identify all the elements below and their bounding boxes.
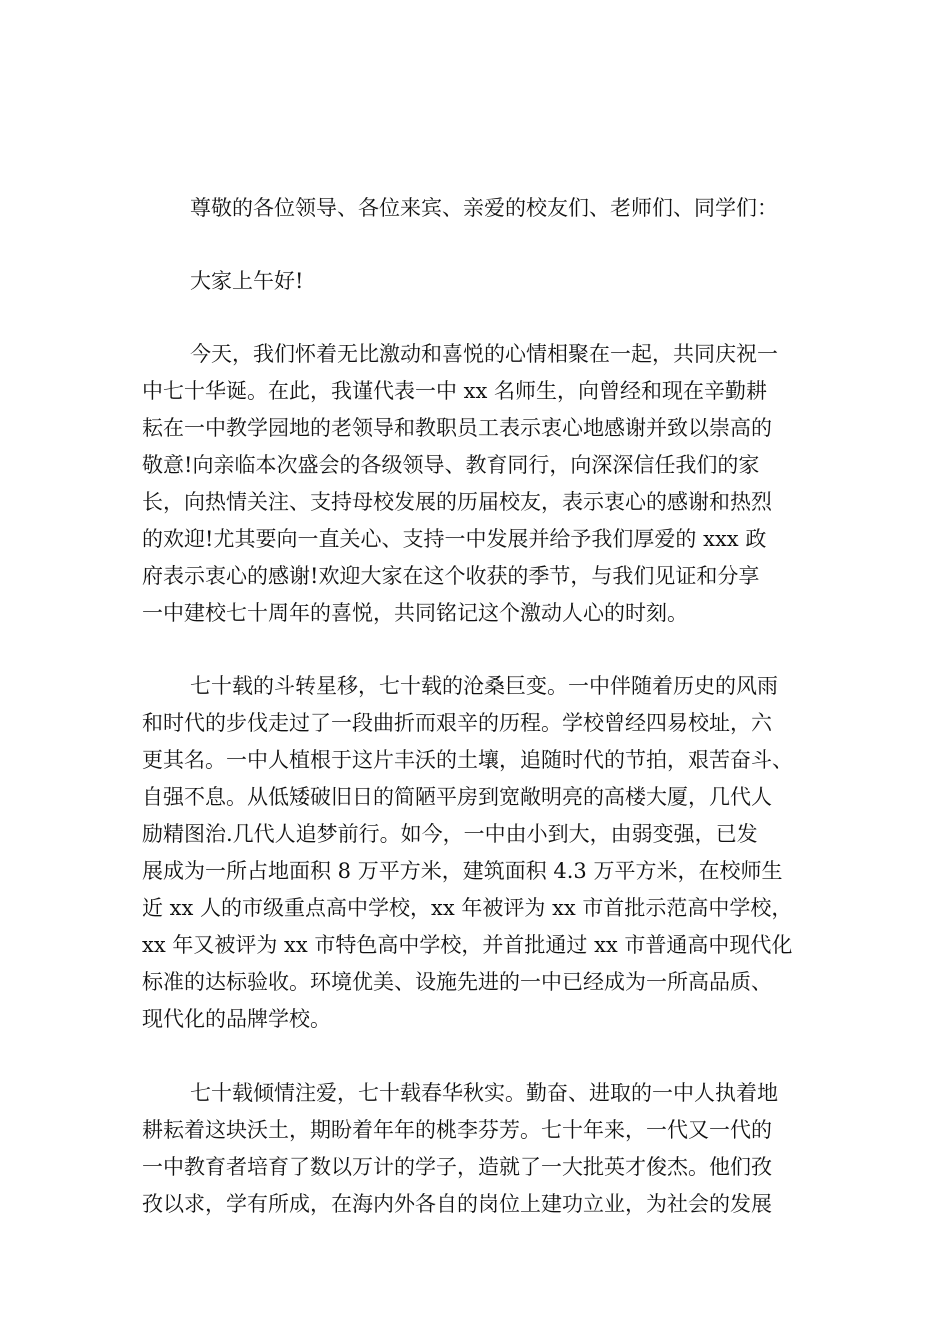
paragraph-line: 耕耘着这块沃土，期盼着年年的桃李芬芳。七十年来，一代又一代的 [142, 1118, 772, 1142]
paragraph-line: 更其名。一中人植根于这片丰沃的土壤，追随时代的节拍，艰苦奋斗、 [142, 748, 793, 772]
paragraph-line: 展成为一所占地面积 8 万平方米，建筑面积 4.3 万平方米，在校师生 [142, 859, 783, 883]
paragraph-line: 七十载的斗转星移，七十载的沧桑巨变。一中伴随着历史的风雨 [190, 674, 778, 698]
paragraph-line: 标准的达标验收。环境优美、设施先进的一中已经成为一所高品质、 [142, 970, 772, 994]
paragraph-line: 中七十华诞。在此，我谨代表一中 xx 名师生，向曾经和现在辛勤耕 [142, 379, 768, 403]
paragraph-line: 一中教育者培育了数以万计的学子，造就了一大批英才俊杰。他们孜 [142, 1155, 772, 1179]
paragraph-line: 自强不息。从低矮破旧日的简陋平房到宽敞明亮的高楼大厦，几代人 [142, 785, 772, 809]
paragraph-line: 府表示衷心的感谢!欢迎大家在这个收获的季节，与我们见证和分享 [142, 564, 760, 588]
paragraph-line: 孜以求，学有所成，在海内外各自的岗位上建功立业，为社会的发展 [142, 1192, 772, 1216]
greeting: 大家上午好! [190, 269, 304, 293]
paragraph-line: 今天，我们怀着无比激动和喜悦的心情相聚在一起，共同庆祝一 [190, 342, 778, 366]
paragraph-line: 近 xx 人的市级重点高中学校，xx 年被评为 xx 市首批示范高中学校， [142, 896, 793, 920]
paragraph-line: 敬意!向亲临本次盛会的各级领导、教育同行，向深深信任我们的家 [142, 453, 760, 477]
salutation: 尊敬的各位领导、各位来宾、亲爱的校友们、老师们、同学们： [190, 196, 778, 220]
paragraph-line: 长，向热情关注、支持母校发展的历届校友，表示衷心的感谢和热烈 [142, 490, 772, 514]
paragraph-line: 耘在一中教学园地的老领导和教职员工表示衷心地感谢并致以崇高的 [142, 416, 772, 440]
paragraph-line: 一中建校七十周年的喜悦，共同铭记这个激动人心的时刻。 [142, 601, 688, 625]
paragraph-line: xx 年又被评为 xx 市特色高中学校，并首批通过 xx 市普通高中现代化 [142, 933, 793, 957]
paragraph-line: 七十载倾情注爱，七十载春华秋实。勤奋、进取的一中人执着地 [190, 1081, 778, 1105]
paragraph-line: 和时代的步伐走过了一段曲折而艰辛的历程。学校曾经四易校址，六 [142, 711, 772, 735]
paragraph-line: 的欢迎!尤其要向一直关心、支持一中发展并给予我们厚爱的 xxx 政 [142, 527, 767, 551]
paragraph-line: 励精图治.几代人追梦前行。如今，一中由小到大，由弱变强，已发 [142, 822, 758, 846]
paragraph-line: 现代化的品牌学校。 [142, 1007, 331, 1031]
